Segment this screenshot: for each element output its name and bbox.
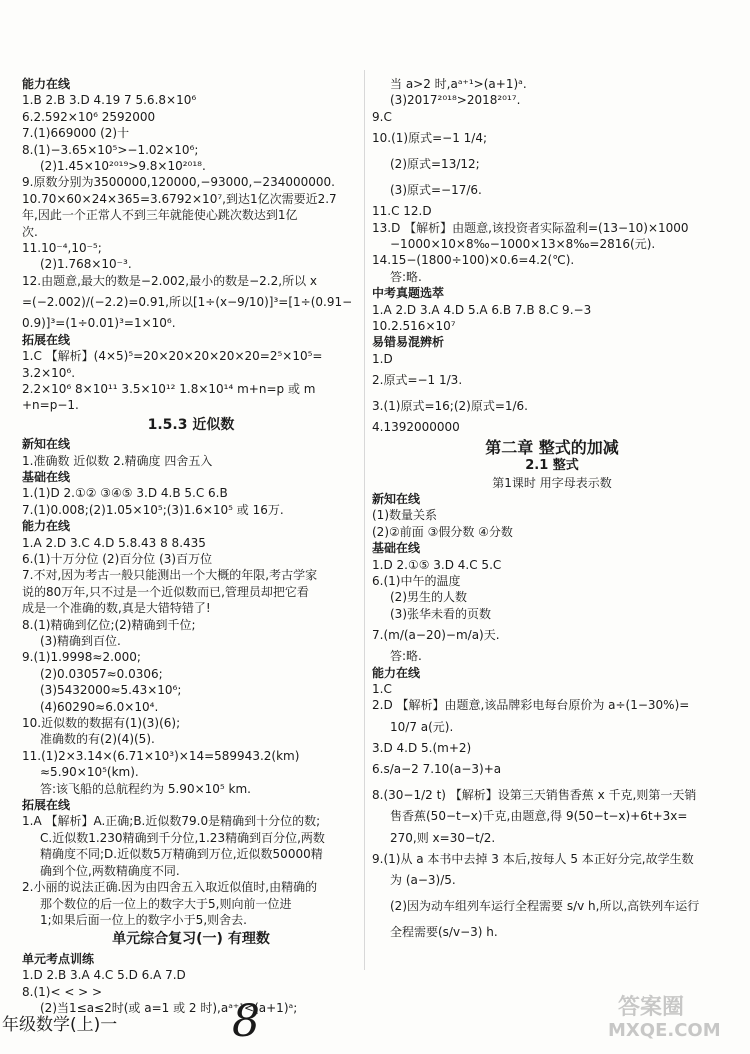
answer-line-indented: (2)1.768×10⁻³. [40, 257, 132, 272]
answer-line: 13.D 【解析】由题意,该投资者实际盈利=(13−10)×1000 [372, 220, 689, 235]
answer-line-indented: (3)精确到百位. [40, 634, 121, 648]
answer-line: (1)数量关系 [372, 508, 437, 523]
answer-line: 7.(1)669000 (2)十 [22, 126, 130, 141]
answer-line: 成是一个准确的数,真是大错特错了! [22, 601, 211, 616]
answer-line-indented: 270,则 x=30−t/2. [390, 830, 496, 845]
answer-line: 6.s/a−2 7.10(a−3)+a [372, 762, 502, 777]
answer-line: 7.(1)0.008;(2)1.05×10⁵;(3)1.6×10⁵ 或 16万. [22, 502, 284, 517]
answer-line: 3.(1)原式=16;(2)原式=1/6. [372, 399, 528, 414]
answer-line: 9.C [372, 109, 392, 124]
section-title: 单元综合复习(一) 有理数 [112, 931, 270, 948]
answer-line: 7.(m/(a−20)−m/a)天. [372, 628, 500, 643]
answer-line: 1.A 2.D 3.A 4.D 5.A 6.B 7.B 8.C 9.−3 [372, 302, 592, 317]
handwritten-page-number: 8 [232, 996, 260, 1047]
answer-line-indented: 1;如果后面一位上的数字小于5,则舍去. [40, 912, 247, 927]
answer-line-indented: −1000×10×8‰−1000×13×8‰=2816(元). [390, 237, 656, 252]
answer-line: 10.70×60×24×365=3.6792×10⁷,到达1亿次需要近2.7 [22, 191, 337, 206]
answer-line: 8.(1)−3.65×10⁵>−1.02×10⁶; [22, 142, 199, 157]
answer-line-indented: (2)因为动车组列车运行全程需要 s/v h,所以,高铁列车运行 [390, 899, 700, 913]
answer-line: 3.D 4.D 5.(m+2) [372, 740, 472, 755]
section-heading: 基础在线 [372, 541, 421, 556]
answer-line: 12.由题意,最大的数是−2.002,最小的数是−2.2,所以 x [22, 273, 317, 288]
answer-line: 6.(1)中午的温度 [372, 573, 461, 588]
answer-line-indented: 那个数位的后一位上的数字大于5,则向前一位进 [40, 896, 292, 911]
answer-line-indented: 当 a>2 时,aᵃ⁺¹>(a+1)ᵃ. [390, 77, 527, 91]
section-heading: 中考真题选萃 [372, 286, 445, 301]
answer-line: 10.(1)原式=−1 1/4; [372, 131, 487, 146]
answer-line-indented: 精确度不同;D.近似数5万精确到万位,近似数50000精 [40, 847, 323, 862]
section-heading: 能力在线 [372, 665, 421, 680]
answer-line: 1.D [372, 351, 393, 366]
answer-line-indented: (2)原式=13/12; [390, 157, 480, 172]
section-heading: 能力在线 [22, 77, 71, 91]
answer-line: =(−2.002)/(−2.2)=0.91,所以[1÷(x−9/10)]³=[1÷(0.91− [22, 295, 353, 310]
answer-line-indented: 10/7 a(元). [390, 719, 454, 734]
answer-line: 11.10⁻⁴,10⁻⁵; [22, 241, 102, 256]
answer-line: 10.近似数的数据有(1)(3)(6); [22, 716, 181, 731]
answer-line-indented: (3)原式=−17/6. [390, 183, 482, 198]
answer-line-indented: ≈5.90×10⁵(km). [40, 765, 139, 780]
answer-line: 1.A 【解析】A.正确;B.近似数79.0是精确到十分位的数; [22, 814, 321, 829]
watermark-logo [600, 990, 740, 1046]
answer-line-indented: C.近似数1.230精确到千分位,1.23精确到百分位,两数 [40, 830, 325, 845]
section-heading: 新知在线 [372, 491, 421, 506]
answer-line-indented: 答:略. [390, 269, 422, 284]
answer-line: 9.(1)从 a 本书中去掉 3 本后,按每人 5 本正好分完,故学生数 [372, 851, 694, 866]
answer-line: 8.(1)< < > > [22, 984, 103, 999]
answer-line: 9.(1)1.9998≈2.000; [22, 650, 141, 665]
watermark-line1: 答案圈 [618, 995, 685, 1020]
answer-line-indented: 准确数的有(2)(4)(5). [40, 732, 155, 747]
answer-line: 14.15−(1800÷100)×0.6=4.2(℃). [372, 253, 575, 268]
answer-line-indented: (2)男生的人数 [390, 590, 467, 605]
answer-line: 11.(1)2×3.14×(6.71×10³)×14=589943.2(km) [22, 748, 300, 763]
answer-line: 2.D 【解析】由题意,该品牌彩电每台原价为 a÷(1−30%)= [372, 698, 690, 713]
answer-line: 2.原式=−1 1/3. [372, 373, 463, 388]
answer-line: 1.D 2.B 3.A 4.C 5.D 6.A 7.D [22, 968, 186, 983]
answer-line: 0.9)]³=(1÷0.01)³=1×10⁶. [22, 316, 176, 331]
answer-line: 6.2.592×10⁶ 2592000 [22, 109, 156, 124]
answer-line: 4.1392000000 [372, 420, 460, 435]
answer-line-indented: 答:该飞船的总航程约为 5.90×10⁵ km. [40, 781, 251, 796]
lesson-title: 第1课时 用字母表示数 [492, 475, 612, 490]
answer-line: 3.2×10⁶. [22, 365, 76, 380]
answer-line: 10.2.516×10⁷ [372, 319, 456, 334]
answer-line: 6.(1)十万分位 (2)百分位 (3)百万位 [22, 551, 213, 566]
section-heading: 基础在线 [22, 469, 71, 484]
answer-line: 1.B 2.B 3.D 4.19 7 5.6.8×10⁶ [22, 93, 197, 108]
answer-line-indented: 全程需要(s/v−3) h. [390, 925, 498, 939]
section-heading: 拓展在线 [22, 332, 71, 347]
answer-line: 说的80万年,只不过是一个近似数而已,管理员却把它看 [22, 584, 309, 599]
answer-line: 1.C [372, 681, 392, 696]
answer-line: 1.D 2.①⑤ 3.D 4.C 5.C [372, 557, 502, 572]
answer-line: 11.C 12.D [372, 204, 432, 219]
answer-line-indented: (4)60290≈6.0×10⁴. [40, 699, 159, 714]
section-heading: 拓展在线 [22, 798, 71, 813]
answer-line-indented: (2)当1≤a≤2时(或 a=1 或 2 时),aᵃ⁺¹<(a+1)ᵃ; [40, 1000, 298, 1015]
answer-line-indented: (3)2017²⁰¹⁸>2018²⁰¹⁷. [390, 93, 521, 108]
section-heading: 新知在线 [22, 437, 71, 452]
answer-line-indented: (2)1.45×10²⁰¹⁹>9.8×10²⁰¹⁸. [40, 159, 206, 174]
answer-line: 年,因此一个正常人不到三年就能使心跳次数达到1亿 [22, 208, 298, 223]
section-title: 1.5.3 近似数 [147, 416, 235, 433]
answer-line: 1.(1)D 2.①② ③④⑤ 3.D 4.B 5.C 6.B [22, 486, 228, 501]
answer-line-indented: (3)张华未看的页数 [390, 606, 491, 621]
answer-line: (2)②前面 ③假分数 ④分数 [372, 524, 513, 539]
answer-line: 1.准确数 近似数 2.精确度 四舍五入 [22, 453, 213, 468]
answer-line-indented: 确到个位,两数精确度不同. [40, 863, 180, 878]
answer-line: 2.小丽的说法正确.因为由四舍五入取近似值时,由精确的 [22, 880, 318, 895]
answer-line: 1.C 【解析】(4×5)⁵=20×20×20×20×20=2⁵×10⁵= [22, 349, 323, 364]
section-heading: 能力在线 [22, 519, 71, 534]
answer-line-indented: 答:略. [390, 649, 422, 664]
watermark-line2: MXQE.COM [608, 1020, 721, 1041]
section-heading: 单元考点训练 [22, 951, 95, 966]
subsection-title: 2.1 整式 [525, 458, 579, 474]
answer-line: 1.A 2.D 3.C 4.D 5.8.43 8 8.435 [22, 535, 206, 550]
left-column [22, 76, 360, 1016]
answer-line: 7.不对,因为考古一般只能测出一个大概的年限,考古学家 [22, 568, 318, 583]
answer-line: 8.(30−1/2 t) 【解析】设第三天销售香蕉 x 千克,则第一天销 [372, 788, 697, 803]
answer-line: 9.原数分别为3500000,120000,−93000,−234000000. [22, 175, 335, 190]
right-column [372, 76, 732, 945]
chapter-title: 第二章 整式的加减 [485, 437, 619, 457]
answer-line-indented: 售香蕉(50−t−x)千克,由题意,得 9(50−t−x)+6t+3x= [390, 809, 688, 824]
answer-line-indented: (3)5432000≈5.43×10⁶; [40, 683, 182, 698]
section-heading: 易错易混辨析 [372, 335, 445, 350]
footer-text: 年级数学(上)一 [2, 1015, 118, 1035]
answer-line: 次. [22, 224, 38, 239]
answer-line: +n=p−1. [22, 398, 79, 413]
answer-line: 8.(1)精确到亿位;(2)精确到千位; [22, 617, 196, 632]
column-divider [364, 70, 365, 970]
answer-line: 2.2×10⁶ 8×10¹¹ 3.5×10¹² 1.8×10¹⁴ m+n=p 或 m [22, 381, 316, 396]
answer-line-indented: 为 (a−3)/5. [390, 873, 456, 887]
answer-line-indented: (2)0.03057≈0.0306; [40, 666, 163, 681]
